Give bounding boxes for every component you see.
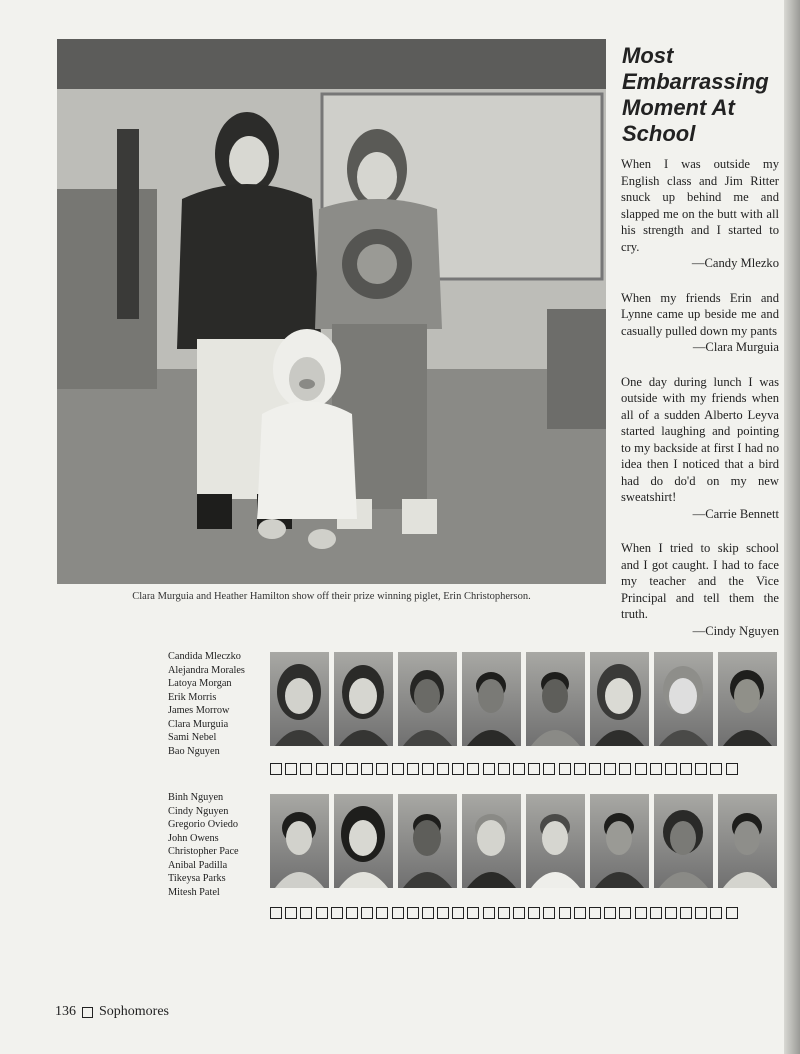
article-headline: [622, 43, 792, 147]
student-name: Christopher Pace: [168, 846, 239, 857]
student-portrait: [526, 794, 585, 888]
photo-caption: Clara Murguia and Heather Hamilton show off their prize winning piglet, Erin Christopherson.: [132, 591, 531, 602]
student-name: Gregorio Oviedo: [168, 819, 239, 830]
portrait-names-row-1: [168, 650, 268, 758]
student-portrait: [270, 794, 329, 888]
divider-box-strip: [270, 907, 770, 923]
quote: [621, 156, 779, 272]
quote-author: —Cindy Nguyen: [692, 623, 779, 638]
student-portrait: [462, 652, 521, 746]
quote-author: —Carrie Bennett: [692, 506, 779, 521]
student-portrait: [398, 794, 457, 888]
student-name: Mitesh Patel: [168, 886, 220, 898]
headline-line: Embarrassing: [622, 69, 769, 94]
main-photo: [57, 39, 606, 584]
student-name: Anibal Padilla: [168, 859, 228, 871]
page-edge-shadow: [784, 0, 800, 1054]
quotes-column: [621, 156, 779, 657]
student-portrait: [334, 652, 393, 746]
student-portrait: [654, 652, 713, 746]
student-name: Sami Nebel: [168, 732, 217, 743]
divider-box-strip: [270, 763, 770, 779]
quote-text: When I tried to skip school and I got caught. I had to face my teacher and the Vice Principal and tell them the truth.: [621, 541, 779, 621]
quote: [621, 540, 779, 639]
quote: [621, 290, 779, 356]
student-name: Tikeysa Parks: [168, 873, 226, 884]
quote-author: —Candy Mlezko: [691, 256, 779, 270]
quote-author: —Clara Murguia: [692, 340, 779, 354]
student-name: John Owens: [168, 832, 219, 844]
headline-line: School: [622, 121, 696, 146]
portrait-row-2: [270, 794, 780, 888]
student-portrait: [334, 794, 393, 888]
student-name: James Morrow: [168, 705, 230, 716]
student-portrait: [462, 794, 521, 888]
quote-text: One day during lunch I was outside with my friends when all of a sudden Alberto Leyva started laughing and pointing to my backside at first I had no idea then I noticed that a bird had do do'd on my new sweatshirt!: [621, 374, 779, 504]
student-portrait: [526, 652, 585, 746]
student-name: Alejandra Morales: [168, 664, 245, 676]
quote: [621, 374, 779, 523]
student-name: Erik Morris: [168, 691, 217, 703]
student-name: Clara Murguia: [168, 718, 229, 730]
portrait-names-row-2: [168, 791, 268, 899]
student-portrait: [590, 794, 649, 888]
section-name: Sophomores: [99, 1004, 169, 1019]
student-portrait: [398, 652, 457, 746]
portrait-row-1: [270, 652, 780, 746]
student-name: Candida Mleczko: [168, 651, 241, 662]
headline-line: Most: [622, 43, 674, 68]
student-name: Latoya Morgan: [168, 678, 232, 689]
student-portrait: [270, 652, 329, 746]
student-portrait: [590, 652, 649, 746]
page-number: 136: [55, 1004, 76, 1019]
student-name: Bao Nguyen: [168, 745, 220, 757]
main-photo-illustration: [57, 39, 606, 584]
quote-text: When I was outside my English class and Jim Ritter snuck up behind me and slapped me on the butt with all his strength and I started to cry.: [621, 157, 779, 254]
student-portrait: [654, 794, 713, 888]
student-portrait: [718, 652, 777, 746]
student-name: Binh Nguyen: [168, 792, 224, 803]
student-portrait: [718, 794, 777, 888]
square-bullet-icon: [82, 1007, 93, 1018]
page-footer: [55, 1004, 169, 1020]
student-name: Cindy Nguyen: [168, 805, 229, 817]
quote-text: When my friends Erin and Lynne came up beside me and casually pulled down my pants: [621, 290, 779, 338]
headline-line: Moment At: [622, 95, 735, 120]
